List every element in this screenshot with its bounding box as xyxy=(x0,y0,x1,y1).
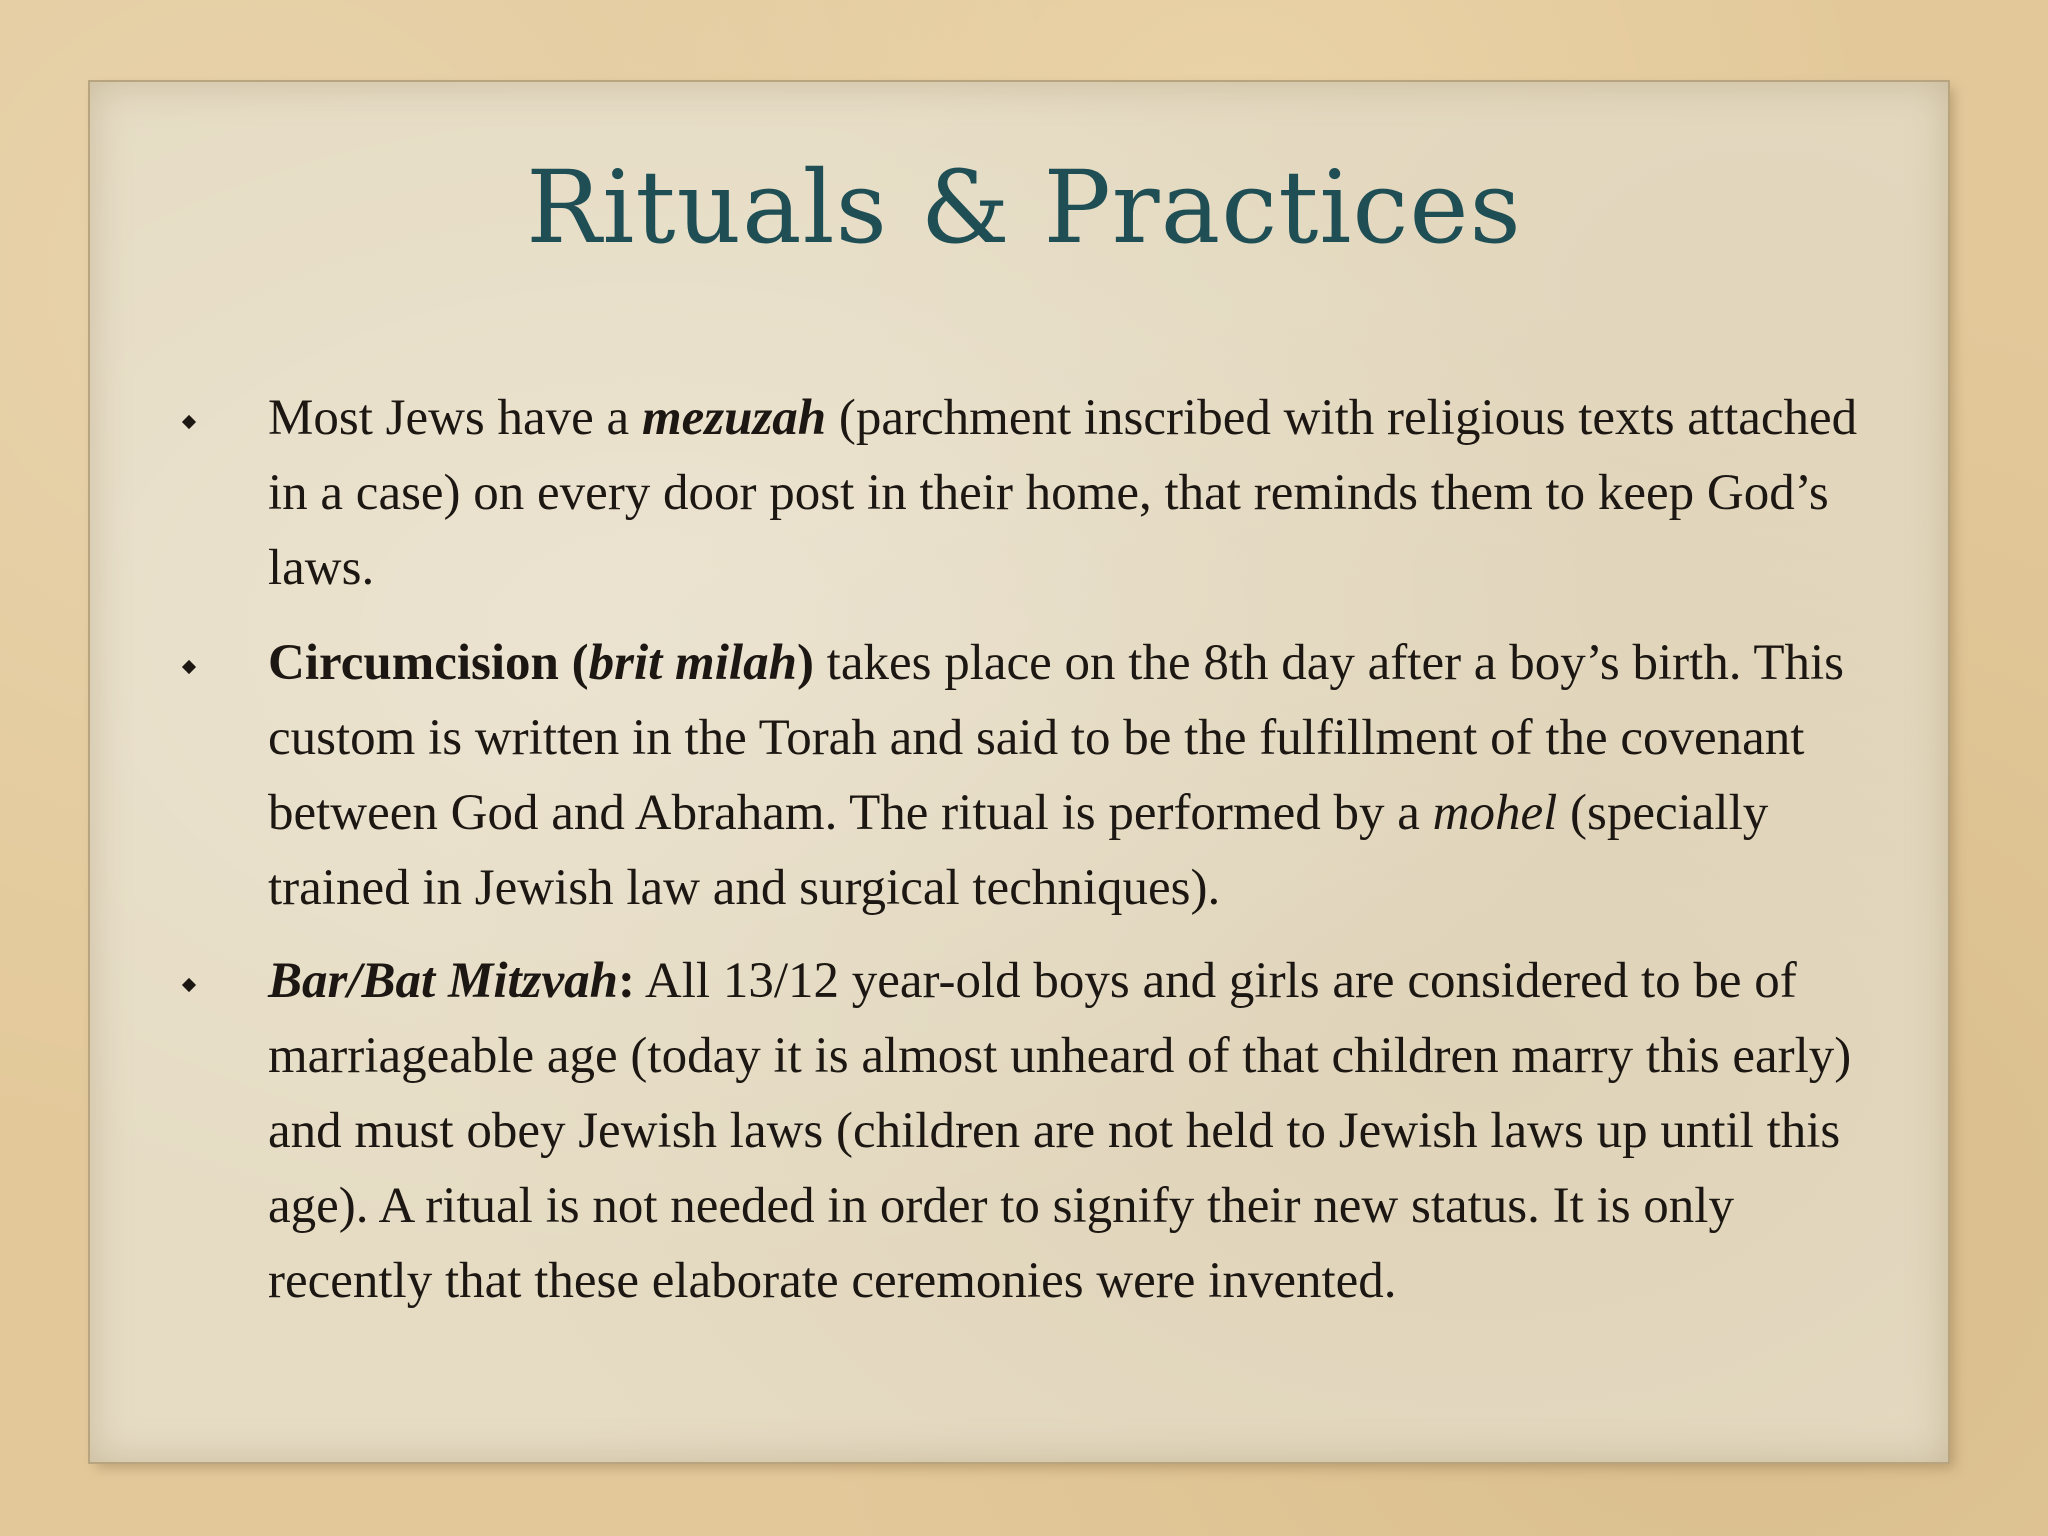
bullet-text: (specially trained in Jewish law and surgical techniques). xyxy=(268,785,1769,916)
slide-title: Rituals & Practices xyxy=(526,149,1522,266)
bullet-mezuzah xyxy=(268,381,1908,606)
term-bar-bat-mitzvah: Bar/Bat Mitzvah xyxy=(268,953,619,1009)
bullet-text: takes place on the 8th day after a boy’s birth. This custom is written in the Torah and said to be the fulfillment of the covenant between God and Abraham. The ritual is performed by a xyxy=(268,635,1845,841)
term-brit-milah: brit milah xyxy=(588,635,797,691)
term-mohel: mohel xyxy=(1432,785,1558,841)
term-circumcision: Circumcision ( xyxy=(268,635,589,691)
bullet-text: (parchment inscribed with religious texts attached in a case) on every door post in their home, that reminds them to keep God’s laws. xyxy=(268,390,1858,596)
term-colon: : xyxy=(618,953,635,1009)
term-close-paren: ) xyxy=(796,635,814,691)
bullet-circumcision xyxy=(268,626,1908,926)
bullet-text: Most Jews have a xyxy=(268,390,642,446)
bullet-text: All 13/12 year-old boys and girls are considered to be of marriageable age (today it is almost unheard of that children marry this early) and must obey Jewish laws (children are not held to Jewish laws up until this age). A ritual is not needed in order to signify their new status. It is only recently that these elaborate ceremonies were invented. xyxy=(268,953,1852,1309)
term-mezuzah: mezuzah xyxy=(641,390,827,446)
bullet-bar-bat-mitzvah xyxy=(268,944,1908,1319)
